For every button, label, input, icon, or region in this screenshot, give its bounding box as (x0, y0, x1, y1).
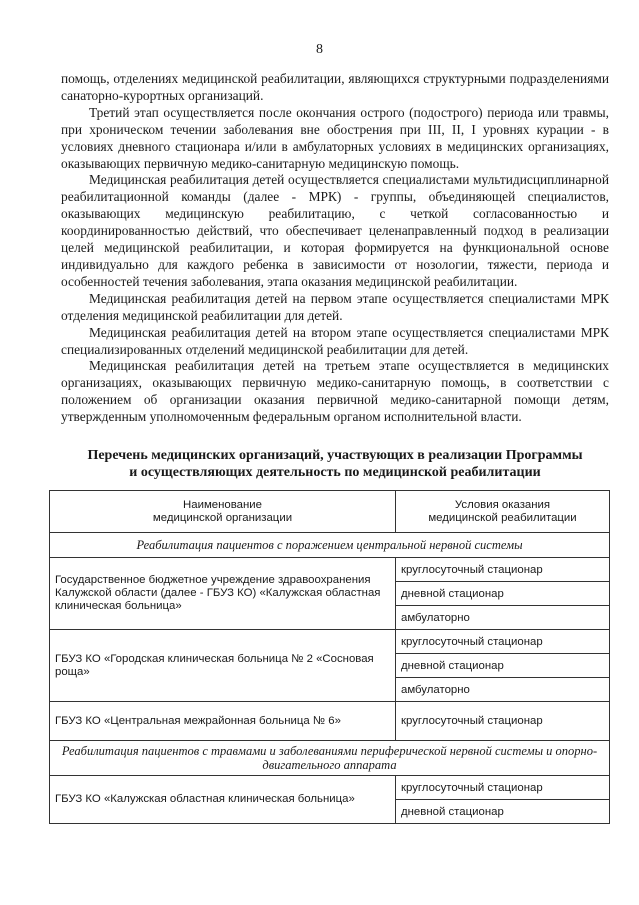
condition-cell: дневной стационар (396, 800, 610, 824)
organization-name: ГБУЗ КО «Калужская областная клиническая больница» (50, 776, 396, 824)
condition-cell: круглосуточный стационар (396, 702, 610, 741)
paragraph: Медицинская реабилитация детей на третьем этапе осуществляется в медицинских организациях, оказывающих первичную медико-санитарную помощь, в соответствии с положением об организации оказания первичной медико-санитарной помощи детям, утвержденным уполномоченным федеральным органом исполнительной власти. (61, 358, 609, 425)
condition-cell: круглосуточный стационар (396, 558, 610, 582)
paragraph: Третий этап осуществляется после окончания острого (подострого) периода или травмы, при хроническом течении заболевания вне обострения при III, II, I уровнях курации - в условиях дневного стационара и/или в амбулаторных условиях в медицинских организациях, оказывающих первичную медико-санитарную медицинскую помощь. (61, 104, 609, 171)
paragraph: Медицинская реабилитация детей осуществляется специалистами мультидисциплинарной реабилитационной команды (далее - МРК) - группы, объединяющей специалистов, оказывающих медицинскую реабилитацию, с четкой согласованностью и координированностью действий, что обеспечивает целенаправленный подход в реализации целей медицинской реабилитации, и которая формируется на функциональной основе индивидуально для каждого ребенка в зависимости от нозологии, тяжести, периода и особенностей течения заболевания, этапа оказания медицинской реабилитации. (61, 172, 609, 289)
condition-cell: дневной стационар (396, 582, 610, 606)
paragraph: Медицинская реабилитация детей на втором этапе осуществляется специалистами МРК специализированных отделений медицинской реабилитации для детей. (61, 324, 609, 357)
organizations-table (49, 490, 610, 824)
column-header-organization: Наименование медицинской организации (50, 491, 396, 533)
condition-cell: дневной стационар (396, 654, 610, 678)
column-header-conditions: Условия оказания медицинской реабилитации (396, 491, 610, 533)
table-header-row (50, 491, 610, 533)
condition-cell: амбулаторно (396, 606, 610, 630)
table-heading-line: Перечень медицинских организаций, участвующих в реализации Программы (87, 448, 583, 463)
table-heading (61, 447, 609, 481)
table-row (50, 776, 610, 800)
organization-name: Государственное бюджетное учреждение здравоохранения Калужской области (далее - ГБУЗ КО) «Калужская областная клиническая больница» (50, 558, 396, 630)
paragraph: помощь, отделениях медицинской реабилитации, являющихся структурными подразделениями санаторно-курортных организаций. (61, 71, 609, 103)
organization-name: ГБУЗ КО «Центральная межрайонная больница № 6» (50, 702, 396, 741)
paragraph: Медицинская реабилитация детей на первом этапе осуществляется специалистами МРК отделения медицинской реабилитации для детей. (61, 290, 609, 323)
condition-cell: круглосуточный стационар (396, 630, 610, 654)
table-row (50, 630, 610, 654)
body-text (61, 71, 609, 426)
condition-cell: круглосуточный стационар (396, 776, 610, 800)
table-row (50, 558, 610, 582)
section-title: Реабилитация пациентов с поражением центральной нервной системы (50, 533, 610, 558)
table-row (50, 702, 610, 741)
table-heading-line: и осуществляющих деятельность по медицинской реабилитации (129, 465, 541, 480)
condition-cell: амбулаторно (396, 678, 610, 702)
page-number: 8 (316, 42, 323, 57)
organization-name: ГБУЗ КО «Городская клиническая больница № 2 «Сосновая роща» (50, 630, 396, 702)
section-title: Реабилитация пациентов с травмами и заболеваниями периферической нервной системы и опорно-двигательного аппарата (50, 741, 610, 776)
